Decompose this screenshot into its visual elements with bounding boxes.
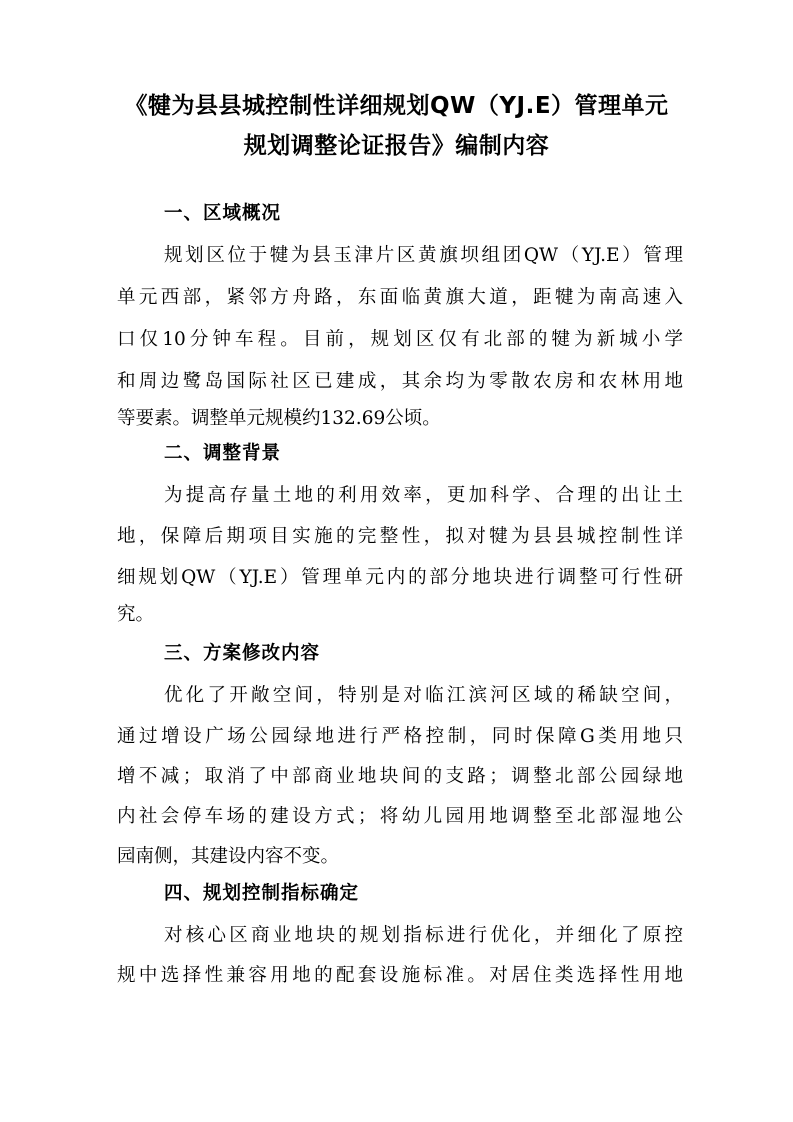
paragraph-line: 对核心区商业地块的规划指标进行优化，并细化了原控 bbox=[164, 925, 683, 946]
document-title-line-2: 规划调整论证报告》编制内容 bbox=[243, 133, 550, 159]
section-heading-control-indicators: 四、规划控制指标确定 bbox=[164, 883, 360, 904]
paragraph-line: 细规划QW（YJ.E）管理单元内的部分地块进行调整可行性研 bbox=[117, 567, 683, 588]
paragraph-line: 究。 bbox=[117, 604, 155, 625]
paragraph-line: 规划区位于犍为县玉津片区黄旗坝组团QW（YJ.E）管理 bbox=[164, 245, 683, 266]
section-heading-plan-changes: 三、方案修改内容 bbox=[164, 643, 321, 664]
paragraph-line: 通过增设广场公园绿地进行严格控制，同时保障G类用地只 bbox=[117, 726, 683, 747]
paragraph-line: 等要素。调整单元规模约132.69公顷。 bbox=[117, 408, 441, 429]
paragraph-line: 口仅10分钟车程。目前，规划区仅有北部的犍为新城小学 bbox=[117, 329, 683, 350]
section-heading-overview: 一、区域概况 bbox=[164, 203, 282, 224]
document-title-line-1: 《犍为县县城控制性详细规划QW（YJ.E）管理单元 bbox=[124, 93, 669, 119]
paragraph-line: 为提高存量土地的利用效率，更加科学、合理的出让土 bbox=[164, 485, 683, 506]
paragraph-line: 园南侧，其建设内容不变。 bbox=[117, 846, 340, 867]
paragraph-line: 和周边鹭岛国际社区已建成，其余均为零散农房和农林用地 bbox=[117, 371, 683, 392]
paragraph-line: 规中选择性兼容用地的配套设施标准。对居住类选择性用地 bbox=[117, 965, 683, 986]
paragraph-line: 地，保障后期项目实施的完整性，拟对犍为县县城控制性详 bbox=[117, 526, 683, 547]
section-heading-background: 二、调整背景 bbox=[164, 443, 282, 464]
paragraph-line: 增不减；取消了中部商业地块间的支路；调整北部公园绿地 bbox=[117, 766, 683, 787]
paragraph-line: 内社会停车场的建设方式；将幼儿园用地调整至北部湿地公 bbox=[117, 806, 683, 827]
paragraph-line: 优化了开敞空间，特别是对临江滨河区域的稀缺空间， bbox=[164, 685, 683, 706]
paragraph-line: 单元西部，紧邻方舟路，东面临黄旗大道，距犍为南高速入 bbox=[117, 287, 683, 308]
